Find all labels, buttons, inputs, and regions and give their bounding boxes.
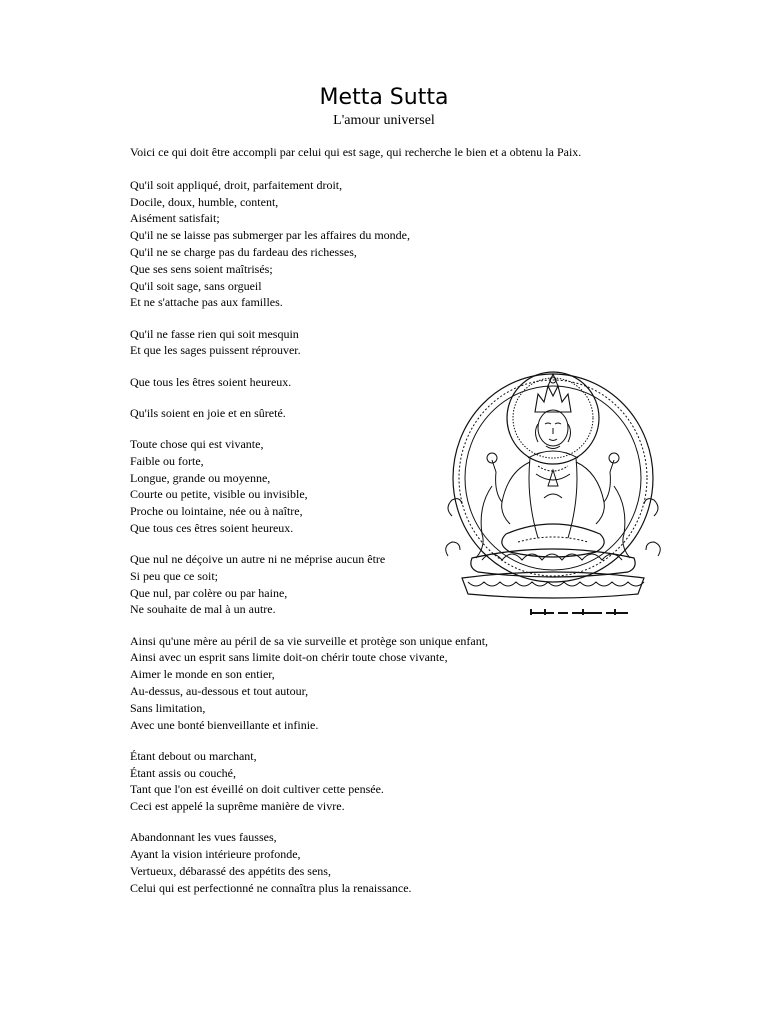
stanza	[130, 829, 690, 896]
bodhisattva-illustration	[432, 366, 674, 624]
intro-paragraph: Voici ce qui doit être accompli par celui qui est sage, qui recherche le bien et a obtenu la Paix.	[130, 145, 582, 159]
verse-line: Qu'il ne se charge pas du fardeau des richesses,	[130, 244, 357, 259]
verse-line: Ayant la vision intérieure profonde,	[130, 847, 301, 862]
stanza	[130, 633, 690, 734]
verse-line: Que ses sens soient maîtrisés;	[130, 261, 273, 276]
verse-line: Ainsi avec un esprit sans limite doit-on chérir toute chose vivante,	[130, 650, 448, 665]
verse-line: Aisément satisfait;	[130, 211, 220, 226]
verse-line: Qu'il ne fasse rien qui soit mesquin	[130, 326, 299, 341]
stanza	[130, 326, 690, 360]
verse-line: Qu'il soit sage, sans orgueil	[130, 278, 262, 293]
verse-line: Docile, doux, humble, content,	[130, 194, 279, 209]
verse-line: Que nul, par colère ou par haine,	[130, 585, 288, 600]
verse-line: Ne souhaite de mal à un autre.	[130, 602, 276, 617]
verse-line: Sans limitation,	[130, 700, 206, 715]
verse-line: Proche ou lointaine, née ou à naître,	[130, 504, 303, 519]
verse-line: Vertueux, débarassé des appétits des sens,	[130, 864, 331, 879]
verse-line: Et que les sages puissent réprouver.	[130, 343, 301, 358]
verse-line: Au-dessus, au-dessous et tout autour,	[130, 684, 309, 699]
verse-line: Qu'il soit appliqué, droit, parfaitement droit,	[130, 177, 343, 192]
stanza	[130, 748, 690, 815]
verse-line: Ceci est appelé la suprême manière de vivre.	[130, 799, 345, 814]
verse-line: Étant assis ou couché,	[130, 765, 236, 780]
verse-line: Avec une bonté bienveillante et infinie.	[130, 717, 319, 732]
seated-bodhisattva-icon	[432, 366, 674, 624]
verse-line: Ainsi qu'une mère au péril de sa vie surveille et protège son unique enfant,	[130, 633, 489, 648]
verse-line: Si peu que ce soit;	[130, 568, 218, 583]
verse-line: Et ne s'attache pas aux familles.	[130, 295, 283, 310]
page-title: Metta Sutta	[319, 85, 449, 110]
stanza	[130, 177, 690, 311]
verse-line: Abandonnant les vues fausses,	[130, 830, 277, 845]
verse-line: Aimer le monde en son entier,	[130, 667, 275, 682]
verse-line: Courte ou petite, visible ou invisible,	[130, 487, 308, 502]
verse-line: Que tous ces êtres soient heureux.	[130, 520, 294, 535]
verse-line: Celui qui est perfectionné ne connaîtra plus la renaissance.	[130, 880, 412, 895]
verse-line: Étant debout ou marchant,	[130, 748, 257, 763]
verse-line: Tant que l'on est éveillé on doit cultiver cette pensée.	[130, 782, 384, 797]
verse-line: Que nul ne déçoive un autre ni ne méprise aucun être	[130, 552, 386, 567]
verse-line: Faible ou forte,	[130, 453, 204, 468]
verse-line: Que tous les êtres soient heureux.	[130, 374, 292, 389]
verse-line: Longue, grande ou moyenne,	[130, 470, 271, 485]
verse-line: Qu'ils soient en joie et en sûreté.	[130, 405, 286, 420]
verse-line: Toute chose qui est vivante,	[130, 436, 264, 451]
page-subtitle: L'amour universel	[333, 113, 435, 128]
verse-line: Qu'il ne se laisse pas submerger par les affaires du monde,	[130, 228, 410, 243]
